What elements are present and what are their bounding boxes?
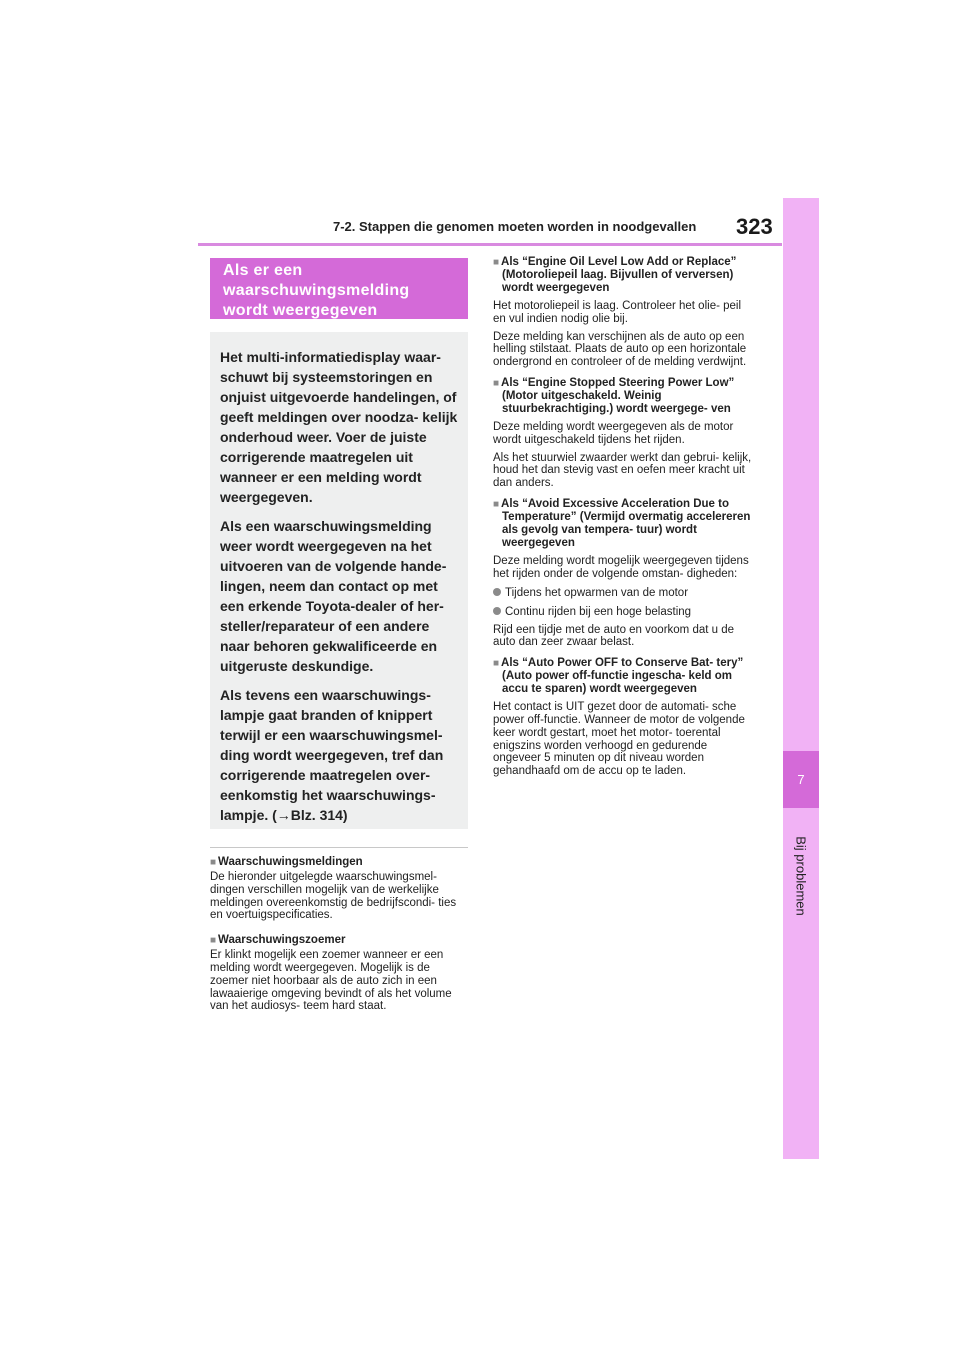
- chapter-number: 7: [783, 751, 819, 808]
- subsection-title: ■ Als “Engine Oil Level Low Add or Replace” (Motoroliepeil laag. Bijvullen of verversen) wordt weergegeven: [493, 256, 737, 294]
- list-item: Tijdens het opwarmen van de motor: [493, 587, 755, 600]
- warning-messages-section: [210, 856, 468, 922]
- square-bullet-icon: ■: [493, 377, 500, 389]
- header-divider: [198, 243, 782, 246]
- section-heading: [210, 258, 468, 319]
- page-number: 323: [736, 214, 773, 239]
- body-text: Deze melding kan verschijnen als de auto op een helling stilstaat. Plaats de auto op een horizontale ondergrond en controleer of de melding verdwijnt.: [493, 330, 747, 369]
- subsection-title: ■ Als “Engine Stopped Steering Power Low” (Motor uitgeschakeld. Weinig stuurbekrachtiging.) wordt weergege- ven: [493, 376, 735, 415]
- warning-buzzer-section: [210, 934, 468, 1013]
- subsection-title: ■ Waarschuwingsmeldingen: [210, 856, 363, 868]
- left-column: [210, 258, 468, 1013]
- chapter-side-tab[interactable]: [783, 198, 819, 1159]
- right-column: [493, 256, 755, 778]
- body-text: Rijd een tijdje met de auto en voorkom dat u de auto dan zeer zwaar belast.: [493, 623, 735, 649]
- chapter-label: Bij problemen: [793, 836, 809, 916]
- body-text: Deze melding wordt weergegeven als de motor wordt uitgeschakeld tijdens het rijden.: [493, 420, 734, 446]
- subsection-title: ■ Als “Avoid Excessive Acceleration Due to Temperature” (Vermijd overmatig accelereren als gevolg van tempera- tuur) wordt weergegeven: [493, 497, 751, 549]
- section-heading-line: waarschuwingsmelding: [223, 282, 410, 299]
- square-bullet-icon: ■: [493, 257, 500, 268]
- intro-paragraph: Het multi-informatiedisplay waar- schuwt bij systeemstoringen en onjuist uitgevoerde handelingen, of geeft meldingen over noodza- kelijk onderhoud weer. Voer de juiste corrigerende maatregelen uit wanneer er een melding wordt weergegeven.: [220, 349, 458, 505]
- intro-paragraph: Als een waarschuwingsmelding weer wordt weergegeven na het uitvoeren van de volgende hande- lingen, neem dan contact op met een erkende Toyota-dealer of her- steller/reparateur of een andere naar behoren gekwalificeerde en uitgeruste deskundige.: [220, 518, 447, 674]
- subsection-title: ■ Als “Auto Power OFF to Conserve Bat- tery” (Auto power off-functie ingescha- keld om accu te sparen) wordt weergegeven: [493, 657, 744, 696]
- body-text: De hieronder uitgelegde waarschuwingsmel- dingen verschillen mogelijk van de werkelijke meldingen overeenkomstig de bedrijfscondi- ties en voertuigspecificaties.: [210, 871, 457, 922]
- section-divider: [210, 847, 468, 848]
- section-heading-line: wordt weergegeven: [223, 302, 378, 319]
- section-heading-line: Als er een: [223, 262, 303, 279]
- square-bullet-icon: ■: [210, 935, 217, 947]
- body-text: Er klinkt mogelijk een zoemer wanneer er een melding wordt weergegeven. Mogelijk is de zoemer niet hoorbaar als de auto zich in een lawaaierige omgeving bevindt of als het volume van het audiosys- teem hard staat.: [210, 949, 452, 1013]
- square-bullet-icon: ■: [493, 498, 500, 510]
- intro-box: [210, 332, 468, 829]
- body-text: Het contact is UIT gezet door de automati- sche power off-functie. Wanneer de motor de volgende keer wordt gestart, moet het motor- toerental enigszins worden verhoogd en gedurende ongeveer 5 minuten op dit niveau worden gehandhaafd om de accu op te laden.: [493, 701, 745, 778]
- square-bullet-icon: ■: [493, 658, 500, 670]
- square-bullet-icon: ■: [210, 857, 217, 868]
- subsection-title: ■ Waarschuwingszoemer: [210, 934, 346, 947]
- list-item: Continu rijden bij een hoge belasting: [493, 606, 755, 619]
- body-text: Deze melding wordt mogelijk weergegeven tijdens het rijden onder de volgende omstan- digheden:: [493, 554, 749, 580]
- round-bullet-icon: [493, 588, 501, 596]
- round-bullet-icon: [493, 607, 501, 615]
- intro-paragraph: Als tevens een waarschuwings- lampje gaat branden of knippert terwijl er een waarschuwingsmel- ding wordt weergegeven, tref dan corrigerende maatregelen over- eenkomstig het waarschuwings- lampje. (→Blz. 314): [220, 687, 444, 823]
- body-text: Het motoroliepeil is laag. Controleer het olie- peil en vul indien nodig olie bij.: [493, 300, 742, 325]
- body-text: Als het stuurwiel zwaarder werkt dan gebrui- kelijk, houd het dan stevig vast en oefen meer kracht uit dan anders.: [493, 451, 752, 490]
- page-header-title: 7-2. Stappen die genomen moeten worden in noodgevallen: [333, 219, 697, 234]
